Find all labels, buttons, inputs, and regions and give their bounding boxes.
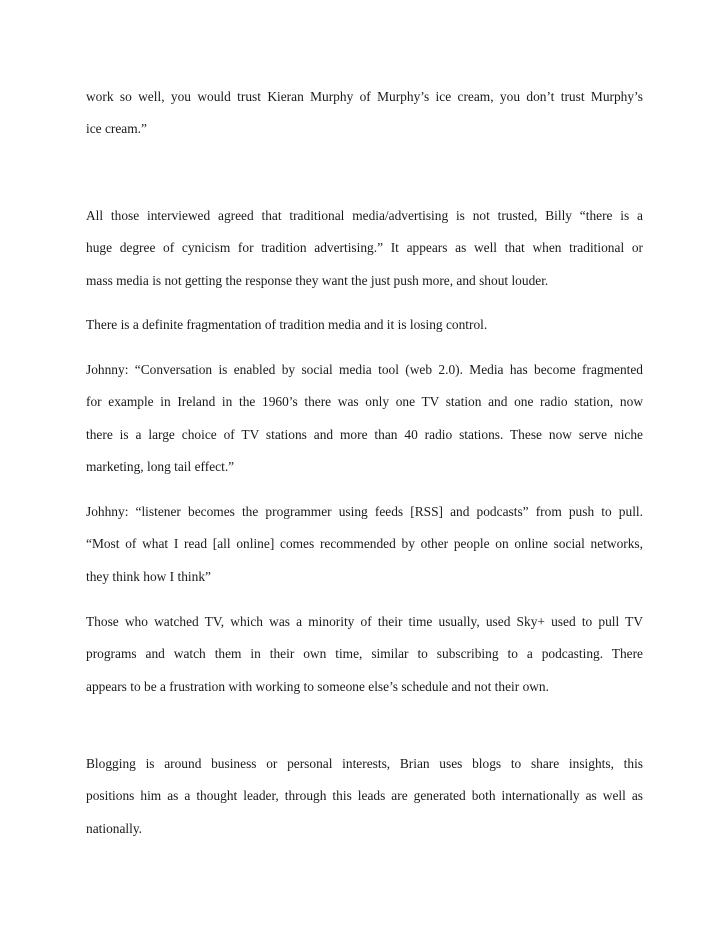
- paragraph-line: programs and watch them in their own time, similar to subscribing to a podcasting. There: [86, 646, 643, 662]
- paragraph-line: positions him as a thought leader, through this leads are generated both internationally as well as: [86, 788, 643, 804]
- paragraph-4: [86, 354, 643, 483]
- paragraph-line: marketing, long tail effect.”: [86, 458, 235, 474]
- paragraph-6: [86, 606, 643, 703]
- paragraph-1: [86, 81, 643, 146]
- paragraph-line: Johnny: “Conversation is enabled by social media tool (web 2.0). Media has become fragmented: [86, 362, 643, 377]
- paragraph-3: [86, 309, 643, 341]
- paragraph-line: Blogging is around business or personal interests, Brian uses blogs to share insights, this: [86, 756, 643, 771]
- paragraph-line: work so well, you would trust Kieran Murphy of Murphy’s ice cream, you don’t trust Murphy’s: [86, 89, 643, 104]
- paragraph-line: huge degree of cynicism for tradition advertising.” It appears as well that when traditional or: [86, 240, 643, 256]
- paragraph-line: there is a large choice of TV stations and more than 40 radio stations. These now serve niche: [86, 426, 643, 442]
- paragraph-5: [86, 496, 643, 593]
- paragraph-2: [86, 200, 643, 297]
- paragraph-line: ice cream.”: [86, 121, 147, 137]
- paragraph-line: There is a definite fragmentation of tradition media and it is losing control.: [86, 317, 488, 332]
- paragraph-line: mass media is not getting the response they want the just push more, and shout louder.: [86, 272, 549, 288]
- paragraph-line: “Most of what I read [all online] comes recommended by other people on online social networks,: [86, 536, 643, 552]
- paragraph-line: appears to be a frustration with working to someone else’s schedule and not their own.: [86, 678, 549, 694]
- paragraph-line: they think how I think”: [86, 568, 211, 584]
- paragraph-line: nationally.: [86, 820, 143, 836]
- paragraph-line: Johhny: “listener becomes the programmer using feeds [RSS] and podcasts” from push to pull.: [86, 504, 643, 519]
- paragraph-7: [86, 748, 643, 845]
- paragraph-line: All those interviewed agreed that traditional media/advertising is not trusted, Billy “there is a: [86, 208, 643, 223]
- paragraph-line: Those who watched TV, which was a minority of their time usually, used Sky+ used to pull TV: [86, 614, 643, 629]
- paragraph-line: for example in Ireland in the 1960’s there was only one TV station and one radio station, now: [86, 394, 643, 410]
